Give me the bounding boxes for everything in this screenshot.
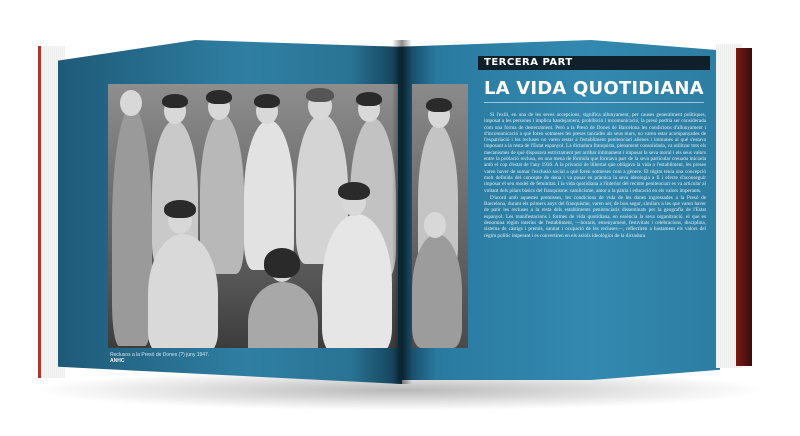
- caption-text: Reclusos a la Presó de Dones (?) juny 1947.: [110, 352, 210, 358]
- back-cover-spine: [736, 48, 752, 366]
- caption-source: ANHC: [110, 358, 125, 364]
- part-label: TERCERA PART: [484, 57, 573, 68]
- body-paragraph: D'acord amb aquestes premisses, les condicions de vida de les dones ingressades a la Presó de Barcelona, durant els primers anys del franquisme, varen ser, de bon segur, similars a les que varen haver de patir les recluses a la resta dels establiments penitenciaris disseminats per la geografia de l'Estat espanyol. Les manifestacions i formes de vida quotidiana, en essència la seva organització, el que es denomina règim interior de l'establiment, —horaris, ensenyament, festivitats i celebracions, disciplina, sistema de càstigs i premis, sanitat i ocupació de les recluses—, reflectiren a bastament els valors del règim polític imperant i es convertiren en els axiols ideològics de la dictadura: [484, 194, 706, 239]
- group-photograph: [108, 84, 398, 348]
- title-divider: [484, 102, 704, 103]
- book-gutter: [392, 40, 412, 384]
- body-paragraph: Si l'exili, en una de les seves accepcions, significa allunyament, per causes generalment polítiques, imposat a les persones i implica bandejament, prohibició i incomunicació, la presó podria ser considerada com una forma de desterrament. Però a la Presó de Dones de Barcelona les condicions d'allunyament i d'incomunicació a què foren sotmeses les preses tancades als seus murs, no varen estar acompanyades de l'expatriació i les recluses no varen restar a l'establiment penitenciari alienes i immunes al què s'estava imposant a la resta de l'Estat espanyol. La dictadura franquista, plenament consolidada, va utilitzar tots els mecanismes de què disposava estrictament per arribar íntimament i imposar la seva moral i els seus valors entre la població reclusa, en una mena de fòrmula que formava part de la seva particular creuada iniciada amb el cop d'estat de l'any 1936. A la privació de llibertat que obligava la vida a l'establiment, les preses varen haver de sumar l'exclusió social a què foren sotmeses com a gènere. El règim tenia una concepció molt definida del concepte de dona i va posar en pràctica la seva ideologia a fi i efecte d'aconseguir imposar el seu model de feminitat. I la vida quotidiana a l'interior del recinte penitenciari es va articular al voltant dels pilars bàsics del franquisme: catolicisme, amor a la pàtria i educació en els valors imperants.: [484, 112, 706, 194]
- photo-caption: [110, 352, 320, 364]
- chapter-title: LA VIDA QUOTIDIANA: [484, 78, 704, 99]
- chapter-body-text: [484, 112, 706, 356]
- group-photograph-continuation: [412, 84, 468, 348]
